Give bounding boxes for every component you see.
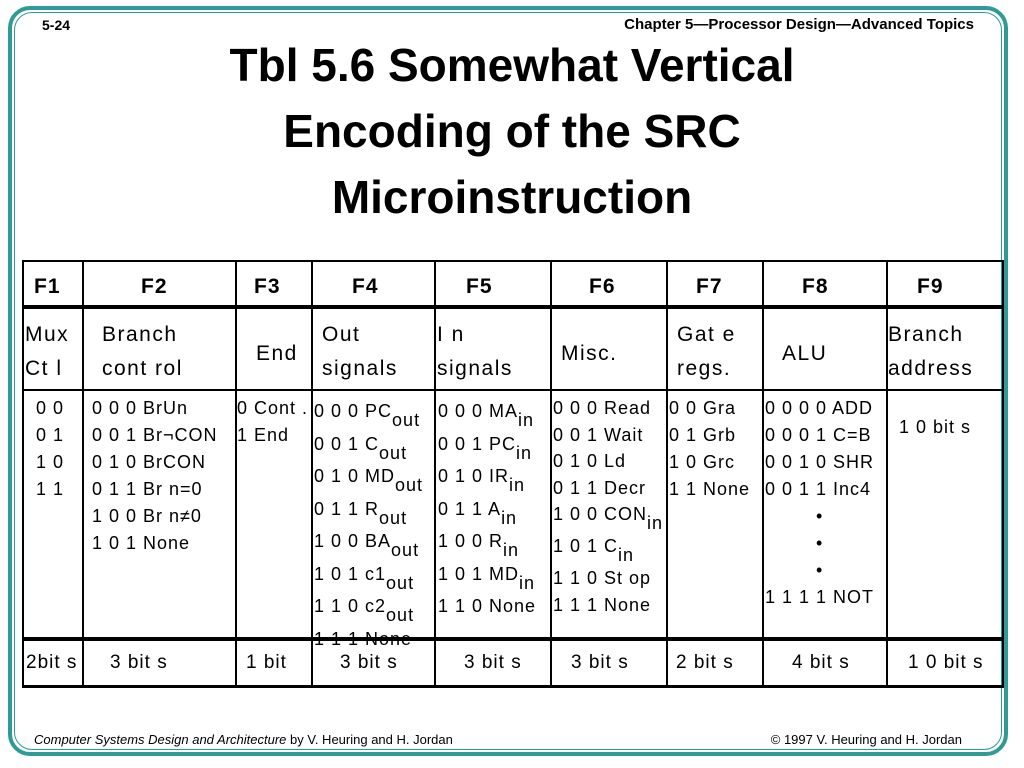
list-item: 1 1 1 None [553,594,652,615]
desc-f4-line-2: signals [322,357,398,380]
footer-authors: by V. Heuring and H. Jordan [286,732,453,747]
col-divider [550,260,552,688]
bits-f7: 2 bit s [676,652,734,673]
bits-f8: 4 bit s [792,652,850,673]
table-rule-header [24,305,1002,309]
list-item: 0 0 0 Read [553,398,652,418]
bits-f2: 3 bit s [110,652,168,673]
f8-values [765,395,874,611]
f2-values [92,395,218,557]
header-f4: F4 [352,275,379,298]
list-item: 0 1 1 Rout [314,498,408,528]
header-f2: F2 [141,275,168,298]
desc-f7-line-2: regs. [677,357,732,380]
table-rule-top [24,260,1002,262]
table-rule-bottom [24,685,1002,688]
list-item: 0 1 [36,425,65,445]
list-item: 1 0 0 Rin [438,531,520,560]
list-item: 1 0 bit s [899,417,972,437]
list-item: 1 0 0 Br n≠0 [92,506,202,526]
list-item: 0 0 1 Wait [553,424,644,445]
list-item: 0 0 0 MAin [438,401,535,430]
slide-number: 5-24 [42,17,71,33]
header-f6: F6 [589,275,616,298]
list-item: 0 1 Grb [669,425,737,445]
desc-f9-line-1: Branch [888,323,964,346]
list-item: 1 1 1 None [314,628,413,649]
list-item: 1 0 1 None [92,533,191,553]
title-line-2: Encoding of the SRC [283,105,741,157]
table-rule-body [24,637,1002,641]
list-item: 0 1 1 Ain [438,498,518,528]
list-item: 1 1 0 None [438,596,537,616]
bullet: • [816,506,824,526]
desc-f2-line-1: Branch [102,323,178,346]
list-item: 0 0 1 PCin [438,433,533,463]
desc-f5-line-1: I n [437,323,465,346]
list-item: 1 0 Grc [669,452,736,472]
list-item: 0 0 1 Br¬CON [92,425,218,445]
bits-f5: 3 bit s [464,652,522,673]
encoding-table [22,260,1004,688]
desc-f4-line-1: Out [322,323,361,346]
col-divider [311,260,313,688]
list-item: 1 End [237,425,290,445]
list-item: 0 1 0 BrCON [92,452,207,472]
col-divider [82,260,84,688]
desc-f9-line-2: address [888,357,974,380]
list-item: 1 1 0 St op [553,568,652,588]
list-item: 0 0 0 0 ADD [765,398,874,418]
desc-f5-line-2: signals [437,357,513,380]
footer-book-title: Computer Systems Design and Architecture [34,732,287,747]
list-item: 0 0 1 1 Inc4 [765,479,872,499]
list-item: 1 0 0 BAout [314,531,420,560]
list-item: 0 0 Gra [669,398,737,418]
list-item: 0 0 1 Cout [314,433,408,463]
f6-values [553,395,663,618]
desc-f7 [677,318,736,386]
list-item: 1 0 0 CONin [553,504,664,533]
list-item: 1 1 0 c2out [314,596,415,625]
col-divider [235,260,237,688]
desc-f9 [888,318,973,386]
desc-f2 [102,318,183,386]
list-item: 1 0 1 Cin [553,536,635,565]
list-item: 0 0 [36,398,65,418]
f4-values [314,395,424,649]
list-item: 1 0 [36,452,65,472]
footer-citation [34,732,453,747]
header-f3: F3 [254,275,281,298]
chapter-title: Chapter 5—Processor Design—Advanced Topics [624,16,974,33]
desc-f1-line-2: Ct l [25,357,63,380]
slide-title [0,32,1024,230]
title-line-3: Microinstruction [331,171,693,223]
header-f5: F5 [466,275,493,298]
header-f7: F7 [696,275,723,298]
desc-f8-line-1: ALU [782,342,828,365]
desc-f5 [437,318,513,386]
bits-f9: 1 0 bit s [908,652,984,673]
bullet: • [816,533,824,553]
desc-f6 [561,337,618,371]
list-item: 1 1 1 1 NOT [765,587,875,607]
list-item: 1 1 None [669,479,751,499]
desc-f6-line-1: Misc. [561,342,618,365]
list-item: 0 1 0 MDout [314,466,424,495]
footer-copyright: © 1997 V. Heuring and H. Jordan [770,732,962,747]
list-item: 0 0 0 1 C=B [765,425,872,445]
title-line-1: Tbl 5.6 Somewhat Vertical [229,39,795,91]
list-item: 0 0 0 BrUn [92,398,189,418]
desc-f8 [782,337,827,371]
bullet: • [816,560,824,580]
desc-f3 [256,337,298,371]
desc-f4 [322,318,398,386]
list-item: 0 0 0 PCout [314,401,421,430]
col-divider [434,260,436,688]
f9-values [899,414,971,441]
header-f8: F8 [802,275,829,298]
f5-values [438,395,536,623]
list-item: 0 1 1 Br n=0 [92,479,203,499]
list-item: 0 1 0 Ld [553,451,627,471]
header-f9: F9 [917,275,944,298]
bits-f3: 1 bit [246,652,287,673]
desc-f7-line-1: Gat e [677,323,736,346]
col-divider [762,260,764,688]
f1-values [36,395,64,503]
col-divider [666,260,668,688]
list-item: 1 0 1 c1out [314,563,415,593]
header-f1: F1 [34,275,61,298]
bits-f1: 2bit s [26,652,78,673]
table-rule-desc [24,389,1002,391]
list-item: 0 1 0 IRin [438,466,526,495]
desc-f2-line-2: cont rol [102,357,183,380]
f3-values [237,395,308,449]
list-item: 0 Cont . [237,398,309,418]
f7-values [669,395,750,503]
list-item: 0 0 1 0 SHR [765,452,875,472]
list-item: 1 1 [36,479,65,499]
desc-f1-line-1: Mux [25,323,70,346]
desc-f3-line-1: End [256,342,298,365]
bits-f6: 3 bit s [571,652,629,673]
list-item: 1 0 1 MDin [438,563,536,593]
bits-f4: 3 bit s [340,652,398,673]
desc-f1 [25,318,69,386]
list-item: 0 1 1 Decr [553,477,647,498]
